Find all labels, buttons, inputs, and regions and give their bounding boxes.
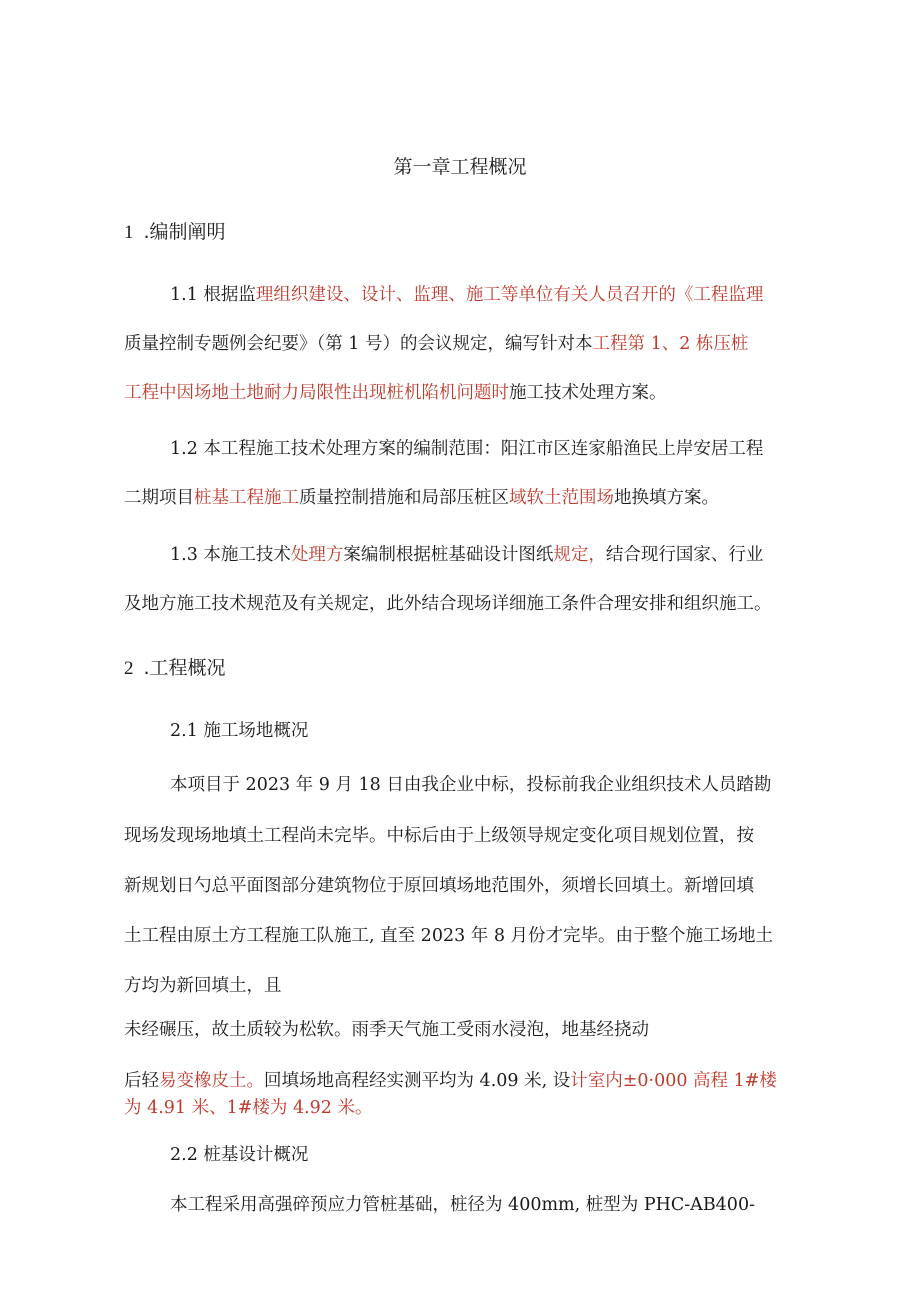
- text-run: 施工技术处理方案。: [509, 383, 667, 403]
- text-run: 结合现行国家、行业: [605, 545, 764, 565]
- paragraph-1-2-line-2: [124, 484, 719, 509]
- highlighted-text: 域软土范围场: [509, 488, 614, 508]
- chapter-title: 第一章工程概况: [393, 156, 527, 178]
- section-label: .工程概况: [143, 657, 226, 679]
- paragraph-2-1-line-4: 土工程由原土方工程施工队施工, 直至 2023 年 8 月份才完毕。由于整个施工场地土: [124, 926, 774, 946]
- paragraph-1-1-line-1: [170, 281, 763, 306]
- subsection-heading-2-2: 2.2 桩基设计概况: [170, 1145, 309, 1165]
- text-run: 地换填方案。: [614, 488, 719, 508]
- paragraph-2-2-line-1: 本工程采用高强碎预应力管桩基础，桩径为 400mm, 桩型为 PHC-AB400-: [170, 1195, 755, 1215]
- section-number: 2: [124, 658, 134, 679]
- section-heading-2: [124, 653, 226, 680]
- text-run: 1.1 根据监: [170, 285, 256, 305]
- section-heading-1: [124, 217, 226, 244]
- text-run: 质量控制措施和局部压桩区: [299, 488, 509, 508]
- text-run: 二期项目: [124, 488, 194, 508]
- highlighted-text: 处理方: [290, 545, 344, 565]
- highlighted-text: 工程中因场地土地耐力局限性出现桩机陷机问题时: [124, 383, 509, 403]
- paragraph-2-1-line-1: 本项目于 2023 年 9 月 18 日由我企业中标，投标前我企业组织技术人员踏勘: [170, 775, 772, 795]
- highlighted-text: 规定，: [553, 545, 606, 565]
- text-run: 后轻: [124, 1071, 159, 1091]
- paragraph-1-1-line-3: [124, 379, 667, 404]
- highlighted-text: 计室内±0·000 高程 1#楼: [570, 1071, 777, 1091]
- paragraph-2-1-line-6: 未经碾压，故土质较为松软。雨季天气施工受雨水浸泡，地基经挠动: [124, 1020, 649, 1040]
- paragraph-2-1-line-7: [124, 1067, 777, 1092]
- paragraph-2-1-line-5: 方均为新回填土，且: [124, 976, 282, 996]
- paragraph-1-3-line-2: 及地方施工技术规范及有关规定，此外结合现场详细施工条件合理安排和组织施工。: [124, 594, 772, 614]
- highlighted-text: 工程第 1、2 栋压桩: [592, 334, 749, 354]
- paragraph-2-1-line-8: 为 4.91 米、1#楼为 4.92 米。: [124, 1098, 373, 1118]
- text-run: 1.3 本施工技术: [170, 545, 291, 565]
- paragraph-2-1-line-2: 现场发现场地填土工程尚未完毕。中标后由于上级领导规定变化项目规划位置，按: [124, 826, 754, 846]
- paragraph-1-3-line-1: [170, 541, 763, 566]
- paragraph-2-1-line-3: 新规划日勺总平面图部分建筑物位于原回填场地范围外，须增长回填土。新增回填: [124, 876, 754, 896]
- text-run: 质量控制专题例会纪要》（第 1 号）的会议规定，编写针对本: [124, 334, 593, 354]
- subsection-heading-2-1: 2.1 施工场地概况: [170, 721, 309, 741]
- text-run: 案编制根据桩基础设计图纸: [343, 545, 554, 565]
- section-number: 1: [124, 222, 134, 243]
- highlighted-text: 易变橡皮土。: [159, 1071, 264, 1091]
- section-label: .编制阐明: [143, 221, 226, 243]
- paragraph-1-2-line-1: 1.2 本工程施工技术处理方案的编制范围：阳江市区连家船渔民上岸安居工程: [170, 439, 764, 459]
- paragraph-1-1-line-2: [124, 330, 748, 355]
- highlighted-text: 理组织建设、设计、监理、施工等单位有关人员召开的《工程监理: [255, 285, 764, 305]
- text-run: 回填场地高程经实测平均为 4.09 米, 设: [264, 1071, 571, 1091]
- highlighted-text: 桩基工程施工: [194, 488, 299, 508]
